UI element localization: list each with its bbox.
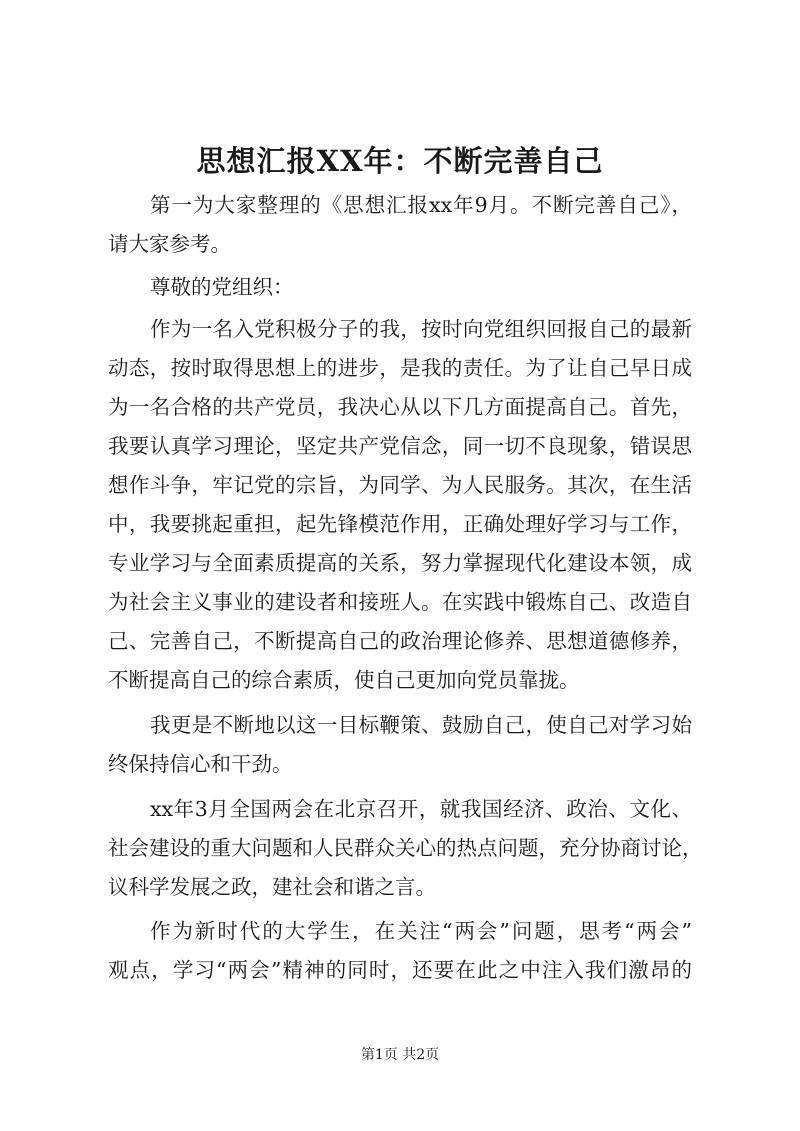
paragraph-line: 己、完善自己，不断提高自己的政治理论修养、思想道德修养， bbox=[108, 629, 692, 653]
paragraph-line: 请大家参考。 bbox=[108, 232, 231, 256]
paragraph-line: 社会建设的重大问题和人民群众关心的热点问题，充分协商讨论， bbox=[108, 836, 703, 860]
paragraph-line: 观点，学习“两会”精神的同时，还要在此之中注入我们激昂的 bbox=[108, 958, 692, 982]
paragraph-line: 为社会主义事业的建设者和接班人。在实践中锻炼自己、改造自 bbox=[108, 590, 692, 614]
page-number-footer: 第1页 共2页 bbox=[360, 1047, 440, 1063]
salutation: 尊敬的党组织： bbox=[150, 275, 294, 299]
paragraph-line: 作为一名入党积极分子的我，按时向党组织回报自己的最新 bbox=[150, 317, 692, 341]
paragraph-line: 作为新时代的大学生，在关注“两会”问题，思考“两会” bbox=[150, 919, 692, 943]
paragraph-line: xx年3月全国两会在北京召开，就我国经济、政治、文化、 bbox=[150, 797, 692, 821]
paragraph-line: 议科学发展之政，建社会和谐之言。 bbox=[108, 875, 436, 899]
paragraph-line: 不断提高自己的综合素质，使自己更加向党员靠拢。 bbox=[108, 668, 580, 692]
paragraph-line: 第一为大家整理的《思想汇报xx年9月。不断完善自己》， bbox=[150, 193, 692, 217]
paragraph-line: 为一名合格的共产党员，我决心从以下几方面提高自己。首先， bbox=[108, 395, 692, 419]
paragraph-line: 动态，按时取得思想上的进步，是我的责任。为了让自己早日成 bbox=[108, 356, 692, 380]
document-title: 思想汇报XX年：不断完善自己 bbox=[196, 144, 604, 178]
paragraph-line: 想作斗争，牢记党的宗旨，为同学、为人民服务。其次，在生活 bbox=[108, 473, 692, 497]
paragraph-line: 我更是不断地以这一目标鞭策、鼓励自己，使自己对学习始 bbox=[150, 713, 692, 737]
paragraph-line: 终保持信心和干劲。 bbox=[108, 752, 293, 776]
paragraph-line: 中，我要挑起重担，起先锋模范作用，正确处理好学习与工作， bbox=[108, 512, 692, 536]
paragraph-line: 我要认真学习理论，坚定共产党信念，同一切不良现象，错误思 bbox=[108, 434, 692, 458]
paragraph-line: 专业学习与全面素质提高的关系，努力掌握现代化建设本领，成 bbox=[108, 551, 692, 575]
